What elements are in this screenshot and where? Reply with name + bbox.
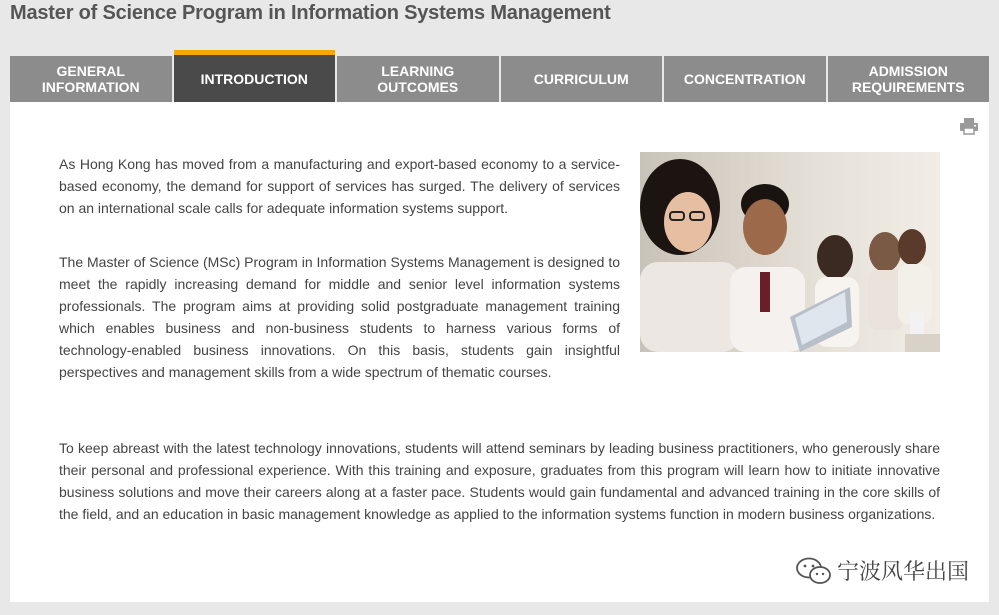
watermark — [795, 555, 969, 586]
content-panel — [10, 102, 989, 602]
intro-paragraph-3: To keep abreast with the latest technology innovations, students will attend seminars by leading business practitioners, who generously share their personal and professional experience. With this training and exposure, graduates from this program will learn how to initiate innovative business solutions and move their careers along at a faster pace. Students would gain fundamental and advanced training in the core skills of the field, and an education in basic management knowledge as applied to the information systems function in modern business organizations. — [59, 440, 940, 522]
tab-admission-requirements[interactable]: ADMISSION REQUIREMENTS — [828, 56, 990, 102]
page-title: Master of Science Program in Information Systems Management — [10, 2, 611, 24]
intro-paragraph-1: As Hong Kong has moved from a manufacturing and export-based economy to a service-based economy, the demand for support of services has surged. The delivery of services on an international scale calls for adequate information systems support. — [59, 156, 620, 216]
printer-icon[interactable] — [959, 116, 979, 136]
tab-learning-outcomes[interactable]: LEARNING OUTCOMES — [337, 56, 499, 102]
tab-introduction[interactable]: INTRODUCTION — [174, 50, 336, 102]
tab-general-information[interactable]: GENERAL INFORMATION — [10, 56, 172, 102]
students-in-classroom-photo — [640, 152, 940, 352]
intro-paragraph-2: The Master of Science (MSc) Program in Information Systems Management is designed to meet the rapidly increasing demand for middle and senior level information systems professionals. The program aims at providing solid postgraduate management training which enables business and non-business students to harness various forms of technology-enabled business innovations. On this basis, students gain insightful perspectives and management skills from a wide spectrum of thematic courses. — [59, 254, 621, 380]
wechat-icon — [795, 556, 833, 586]
tab-bar — [10, 56, 989, 102]
tab-curriculum[interactable]: CURRICULUM — [501, 56, 663, 102]
watermark-text: 宁波风华出国 — [836, 560, 969, 585]
tab-concentration[interactable]: CONCENTRATION — [664, 56, 826, 102]
